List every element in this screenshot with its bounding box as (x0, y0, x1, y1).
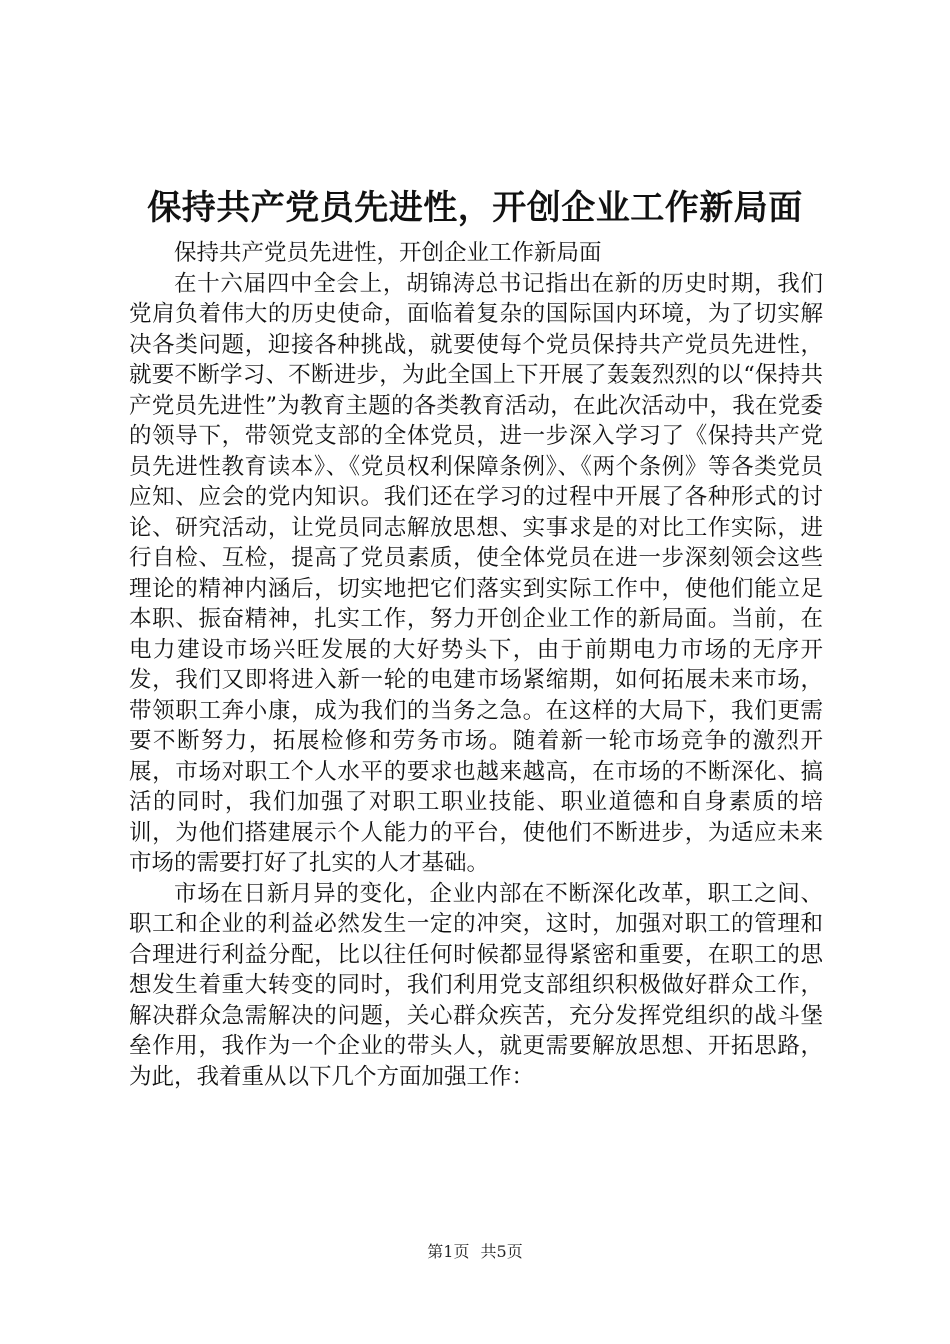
document-title: 保持共产党员先进性，开创企业工作新局面 (147, 188, 803, 228)
page-number-total: 共5页 (480, 1242, 523, 1261)
paragraph-1: 在十六届四中全会上，胡锦涛总书记指出在新的历史时期，我们党肩负着伟大的历史使命，面临着复杂的国际国内环境，为了切实解决各类问题，迎接各种挑战，就要使每个党员保持共产党员先进性，就要不断学习、不断进步，为此全国上下开展了轰轰烈烈的以“保持共产党员先进性”为教育主题的各类教育活动，在此次活动中，我在党委的领导下，带领党支部的全体党员，进一步深入学习了《保持共产党员先进性教育读本》、《党员权利保障条例》、《两个条例》等各类党员应知、应会的党内知识。我们还在学习的过程中开展了各种形式的讨论、研究活动，让党员同志解放思想、实事求是的对比工作实际，进行自检、互检，提高了党员素质，使全体党员在进一步深刻领会这些理论的精神内涵后，切实地把它们落实到实际工作中，使他们能立足本职、振奋精神，扎实工作，努力开创企业工作的新局面。当前，在电力建设市场兴旺发展的大好势头下，由于前期电力市场的无序开发，我们又即将进入新一轮的电建市场紧缩期，如何拓展未来市场，带领职工奔小康，成为我们的当务之急。在这样的大局下，我们更需要不断努力，拓展检修和劳务市场。随着新一轮市场竞争的激烈开展，市场对职工个人水平的要求也越来越高，在市场的不断深化、搞活的同时，我们加强了对职工职业技能、职业道德和自身素质的培训，为他们搭建展示个人能力的平台，使他们不断进步，为适应未来市场的需要打好了扎实的人才基础。 (129, 270, 823, 876)
document-body (129, 238, 823, 1092)
page-footer (0, 1241, 950, 1263)
paragraph-subtitle: 保持共产党员先进性，开创企业工作新局面 (174, 240, 602, 266)
page-number-current: 第1页 (427, 1242, 470, 1261)
paragraph-2: 市场在日新月异的变化，企业内部在不断深化改革，职工之间、职工和企业的利益必然发生一定的冲突，这时，加强对职工的管理和合理进行利益分配，比以往任何时候都显得紧密和重要，在职工的思想发生着重大转变的同时，我们利用党支部组织积极做好群众工作，解决群众急需解决的问题，关心群众疾苦，充分发挥党组织的战斗堡垒作用，我作为一个企业的带头人，就更需要解放思想、开拓思路，为此，我着重从以下几个方面加强工作： (129, 880, 823, 1090)
